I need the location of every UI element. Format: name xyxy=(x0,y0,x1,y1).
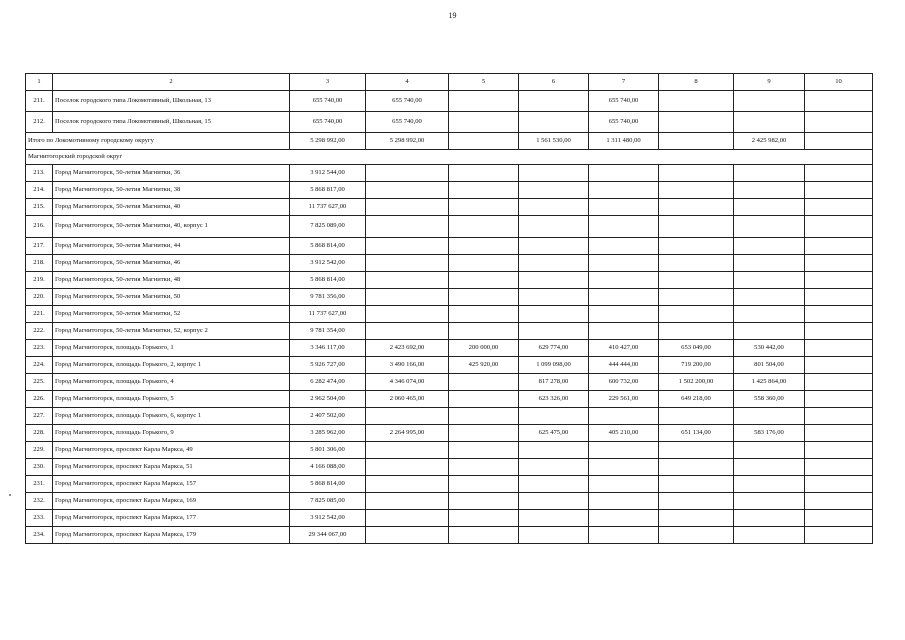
cell-6: 625 475,00 xyxy=(519,425,589,442)
cell-10 xyxy=(805,408,873,425)
cell-3: 29 344 067,00 xyxy=(290,527,366,544)
cell-9 xyxy=(734,289,805,306)
cell-3: 3 912 542,00 xyxy=(290,255,366,272)
cell-8 xyxy=(659,216,734,238)
header-col-3: 3 xyxy=(290,74,366,91)
row-number: 229. xyxy=(26,442,53,459)
cell-8: 719 200,00 xyxy=(659,357,734,374)
row-address: Город Магнитогорск, площадь Горького, 1 xyxy=(53,340,290,357)
cell-6 xyxy=(519,91,589,112)
cell-5 xyxy=(449,112,519,133)
cell-8: 651 134,00 xyxy=(659,425,734,442)
cell-4: 3 490 166,00 xyxy=(366,357,449,374)
cell-8 xyxy=(659,91,734,112)
total-cell-10 xyxy=(805,133,873,150)
cell-9 xyxy=(734,306,805,323)
cell-5: 200 000,00 xyxy=(449,340,519,357)
row-address: Город Магнитогорск, площадь Горького, 9 xyxy=(53,425,290,442)
cell-7: 410 427,00 xyxy=(589,340,659,357)
cell-4 xyxy=(366,408,449,425)
cell-7 xyxy=(589,527,659,544)
cell-3: 11 737 627,00 xyxy=(290,199,366,216)
table-row xyxy=(26,216,873,238)
cell-8 xyxy=(659,493,734,510)
cell-10 xyxy=(805,182,873,199)
cell-8 xyxy=(659,442,734,459)
cell-7 xyxy=(589,442,659,459)
cell-8 xyxy=(659,272,734,289)
row-number: 211. xyxy=(26,91,53,112)
cell-5 xyxy=(449,238,519,255)
cell-4: 4 346 074,00 xyxy=(366,374,449,391)
row-number: 232. xyxy=(26,493,53,510)
cell-10 xyxy=(805,91,873,112)
cell-6 xyxy=(519,459,589,476)
cell-3: 655 740,00 xyxy=(290,112,366,133)
cell-6 xyxy=(519,112,589,133)
cell-7 xyxy=(589,306,659,323)
cell-7: 229 561,00 xyxy=(589,391,659,408)
cell-4 xyxy=(366,289,449,306)
row-address: Город Магнитогорск, 50-летия Магнитки, 40 xyxy=(53,199,290,216)
table-row xyxy=(26,408,873,425)
table-row xyxy=(26,112,873,133)
row-number: 216. xyxy=(26,216,53,238)
row-address: Город Магнитогорск, 50-летия Магнитки, 52, корпус 2 xyxy=(53,323,290,340)
row-number: 228. xyxy=(26,425,53,442)
cell-3: 3 912 544,00 xyxy=(290,165,366,182)
table-row xyxy=(26,289,873,306)
row-address: Город Магнитогорск, 50-летия Магнитки, 50 xyxy=(53,289,290,306)
cell-10 xyxy=(805,323,873,340)
cell-5 xyxy=(449,510,519,527)
cell-10 xyxy=(805,493,873,510)
cell-4 xyxy=(366,476,449,493)
cell-5 xyxy=(449,323,519,340)
cell-6 xyxy=(519,182,589,199)
total-cell-6: 1 561 530,00 xyxy=(519,133,589,150)
cell-10 xyxy=(805,216,873,238)
rows-magnitogorsk xyxy=(26,165,873,544)
cell-4 xyxy=(366,216,449,238)
row-address: Город Магнитогорск, проспект Карла Маркса, 177 xyxy=(53,510,290,527)
cell-3: 2 962 504,00 xyxy=(290,391,366,408)
header-col-2: 2 xyxy=(53,74,290,91)
cell-7 xyxy=(589,199,659,216)
cell-8 xyxy=(659,289,734,306)
cell-8 xyxy=(659,255,734,272)
cell-5 xyxy=(449,272,519,289)
cell-5: 425 920,00 xyxy=(449,357,519,374)
cell-9 xyxy=(734,238,805,255)
cell-9 xyxy=(734,91,805,112)
cell-7: 444 444,00 xyxy=(589,357,659,374)
cell-7 xyxy=(589,493,659,510)
row-number: 215. xyxy=(26,199,53,216)
cell-9: 583 176,00 xyxy=(734,425,805,442)
table-row xyxy=(26,182,873,199)
cell-4: 2 423 692,00 xyxy=(366,340,449,357)
cell-7 xyxy=(589,476,659,493)
cell-9: 801 504,00 xyxy=(734,357,805,374)
cell-5 xyxy=(449,527,519,544)
cell-4 xyxy=(366,527,449,544)
header-col-5: 5 xyxy=(449,74,519,91)
header-col-9: 9 xyxy=(734,74,805,91)
cell-3: 4 166 088,00 xyxy=(290,459,366,476)
table-row xyxy=(26,357,873,374)
cell-9 xyxy=(734,442,805,459)
cell-7 xyxy=(589,459,659,476)
cell-8: 649 218,00 xyxy=(659,391,734,408)
cell-8 xyxy=(659,112,734,133)
cell-9 xyxy=(734,182,805,199)
row-address: Город Магнитогорск, 50-летия Магнитки, 48 xyxy=(53,272,290,289)
cell-10 xyxy=(805,340,873,357)
cell-9: 530 442,00 xyxy=(734,340,805,357)
cell-9 xyxy=(734,255,805,272)
cell-8 xyxy=(659,459,734,476)
cell-3: 3 912 542,00 xyxy=(290,510,366,527)
cell-8 xyxy=(659,510,734,527)
rows-locomotive xyxy=(26,91,873,133)
cell-5 xyxy=(449,391,519,408)
total-locomotive xyxy=(26,133,873,165)
row-address: Город Магнитогорск, проспект Карла Маркса, 169 xyxy=(53,493,290,510)
row-number: 214. xyxy=(26,182,53,199)
table-row xyxy=(26,340,873,357)
cell-9 xyxy=(734,476,805,493)
cell-3: 5 868 814,00 xyxy=(290,476,366,493)
row-address: Город Магнитогорск, 50-летия Магнитки, 40, корпус 1 xyxy=(53,216,290,238)
cell-7 xyxy=(589,255,659,272)
cell-10 xyxy=(805,306,873,323)
cell-10 xyxy=(805,199,873,216)
row-address: Город Магнитогорск, проспект Карла Маркса, 179 xyxy=(53,527,290,544)
cell-10 xyxy=(805,112,873,133)
table-row xyxy=(26,510,873,527)
table-row xyxy=(26,527,873,544)
cell-6 xyxy=(519,323,589,340)
cell-5 xyxy=(449,199,519,216)
row-number: 213. xyxy=(26,165,53,182)
cell-5 xyxy=(449,408,519,425)
cell-4: 2 060 465,00 xyxy=(366,391,449,408)
row-number: 218. xyxy=(26,255,53,272)
header-col-10: 10 xyxy=(805,74,873,91)
cell-10 xyxy=(805,272,873,289)
table-row xyxy=(26,442,873,459)
cell-6 xyxy=(519,476,589,493)
cell-10 xyxy=(805,476,873,493)
row-number: 217. xyxy=(26,238,53,255)
cell-10 xyxy=(805,527,873,544)
table-row xyxy=(26,476,873,493)
cell-7 xyxy=(589,182,659,199)
cell-8 xyxy=(659,323,734,340)
table-row xyxy=(26,493,873,510)
cell-8 xyxy=(659,408,734,425)
cell-5 xyxy=(449,442,519,459)
table-row xyxy=(26,306,873,323)
cell-4 xyxy=(366,306,449,323)
cell-5 xyxy=(449,165,519,182)
cell-5 xyxy=(449,255,519,272)
data-table xyxy=(25,73,873,544)
cell-4: 655 740,00 xyxy=(366,112,449,133)
row-number: 224. xyxy=(26,357,53,374)
row-number: 233. xyxy=(26,510,53,527)
cell-5 xyxy=(449,493,519,510)
cell-10 xyxy=(805,459,873,476)
cell-3: 3 285 962,00 xyxy=(290,425,366,442)
cell-7: 655 740,00 xyxy=(589,112,659,133)
cell-6 xyxy=(519,527,589,544)
header-col-7: 7 xyxy=(589,74,659,91)
scan-speck xyxy=(9,494,11,496)
row-address: Город Магнитогорск, проспект Карла Маркса, 157 xyxy=(53,476,290,493)
row-address: Город Магнитогорск, проспект Карла Маркса, 51 xyxy=(53,459,290,476)
row-number: 227. xyxy=(26,408,53,425)
cell-10 xyxy=(805,510,873,527)
cell-10 xyxy=(805,255,873,272)
row-number: 223. xyxy=(26,340,53,357)
cell-6 xyxy=(519,255,589,272)
row-number: 226. xyxy=(26,391,53,408)
cell-8 xyxy=(659,199,734,216)
cell-7 xyxy=(589,323,659,340)
table-row xyxy=(26,255,873,272)
total-cell-3: 5 298 992,00 xyxy=(290,133,366,150)
cell-7 xyxy=(589,408,659,425)
row-number: 219. xyxy=(26,272,53,289)
cell-6 xyxy=(519,408,589,425)
table-row xyxy=(26,374,873,391)
cell-8: 653 049,00 xyxy=(659,340,734,357)
cell-5 xyxy=(449,425,519,442)
cell-3: 5 868 817,00 xyxy=(290,182,366,199)
section-row xyxy=(26,150,873,165)
cell-6 xyxy=(519,306,589,323)
cell-3: 5 868 814,00 xyxy=(290,238,366,255)
row-address: Город Магнитогорск, 50-летия Магнитки, 46 xyxy=(53,255,290,272)
cell-3: 5 926 727,00 xyxy=(290,357,366,374)
table-row xyxy=(26,272,873,289)
cell-5 xyxy=(449,91,519,112)
total-label: Итого по Локомотивному городскому округу xyxy=(26,133,290,150)
table-row xyxy=(26,391,873,408)
cell-3: 2 407 502,00 xyxy=(290,408,366,425)
cell-9 xyxy=(734,272,805,289)
cell-4: 2 264 995,00 xyxy=(366,425,449,442)
cell-4 xyxy=(366,442,449,459)
cell-4 xyxy=(366,165,449,182)
cell-9: 558 360,00 xyxy=(734,391,805,408)
table-row xyxy=(26,459,873,476)
header-col-6: 6 xyxy=(519,74,589,91)
table-row xyxy=(26,91,873,112)
cell-7 xyxy=(589,165,659,182)
cell-9 xyxy=(734,165,805,182)
cell-6 xyxy=(519,165,589,182)
cell-4 xyxy=(366,459,449,476)
cell-4 xyxy=(366,272,449,289)
cell-9 xyxy=(734,112,805,133)
cell-7 xyxy=(589,510,659,527)
cell-3: 3 346 117,00 xyxy=(290,340,366,357)
row-address: Поселок городского типа Локомотивный, Школьная, 15 xyxy=(53,112,290,133)
row-address: Город Магнитогорск, проспект Карла Маркса, 49 xyxy=(53,442,290,459)
cell-3: 7 825 085,00 xyxy=(290,493,366,510)
cell-10 xyxy=(805,391,873,408)
cell-10 xyxy=(805,374,873,391)
row-address: Город Магнитогорск, 50-летия Магнитки, 38 xyxy=(53,182,290,199)
cell-6 xyxy=(519,442,589,459)
cell-6 xyxy=(519,199,589,216)
header-col-4: 4 xyxy=(366,74,449,91)
cell-3: 7 825 089,00 xyxy=(290,216,366,238)
cell-9: 1 425 864,00 xyxy=(734,374,805,391)
row-address: Город Магнитогорск, площадь Горького, 5 xyxy=(53,391,290,408)
cell-9 xyxy=(734,527,805,544)
cell-6 xyxy=(519,216,589,238)
table-row xyxy=(26,323,873,340)
row-address: Город Магнитогорск, 50-летия Магнитки, 52 xyxy=(53,306,290,323)
cell-8 xyxy=(659,165,734,182)
cell-6 xyxy=(519,238,589,255)
cell-3: 5 801 306,00 xyxy=(290,442,366,459)
row-address: Город Магнитогорск, 50-летия Магнитки, 36 xyxy=(53,165,290,182)
cell-10 xyxy=(805,289,873,306)
cell-6: 623 326,00 xyxy=(519,391,589,408)
cell-6 xyxy=(519,510,589,527)
cell-10 xyxy=(805,357,873,374)
cell-4 xyxy=(366,199,449,216)
cell-8 xyxy=(659,238,734,255)
cell-4 xyxy=(366,493,449,510)
total-cell-9: 2 425 982,00 xyxy=(734,133,805,150)
row-address: Поселок городского типа Локомотивный, Школьная, 13 xyxy=(53,91,290,112)
cell-6: 629 774,00 xyxy=(519,340,589,357)
cell-10 xyxy=(805,425,873,442)
table-row xyxy=(26,165,873,182)
cell-5 xyxy=(449,374,519,391)
row-number: 234. xyxy=(26,527,53,544)
cell-9 xyxy=(734,510,805,527)
total-cell-8 xyxy=(659,133,734,150)
header-col-1: 1 xyxy=(26,74,53,91)
cell-3: 6 282 474,00 xyxy=(290,374,366,391)
cell-7 xyxy=(589,272,659,289)
cell-6: 817 278,00 xyxy=(519,374,589,391)
table-row xyxy=(26,425,873,442)
row-address: Город Магнитогорск, 50-летия Магнитки, 44 xyxy=(53,238,290,255)
cell-4 xyxy=(366,255,449,272)
row-number: 230. xyxy=(26,459,53,476)
cell-9 xyxy=(734,199,805,216)
cell-7 xyxy=(589,238,659,255)
cell-4 xyxy=(366,238,449,255)
cell-6: 1 099 098,00 xyxy=(519,357,589,374)
cell-5 xyxy=(449,216,519,238)
row-address: Город Магнитогорск, площадь Горького, 2, корпус 1 xyxy=(53,357,290,374)
cell-4 xyxy=(366,182,449,199)
cell-7 xyxy=(589,216,659,238)
cell-5 xyxy=(449,289,519,306)
cell-3: 5 868 814,00 xyxy=(290,272,366,289)
cell-6 xyxy=(519,289,589,306)
cell-3: 11 737 627,00 xyxy=(290,306,366,323)
row-number: 212. xyxy=(26,112,53,133)
row-number: 225. xyxy=(26,374,53,391)
section-title: Магнитогорский городской округ xyxy=(26,150,873,165)
cell-7 xyxy=(589,289,659,306)
cell-5 xyxy=(449,476,519,493)
row-number: 220. xyxy=(26,289,53,306)
row-address: Город Магнитогорск, площадь Горького, 6, корпус 1 xyxy=(53,408,290,425)
cell-4 xyxy=(366,323,449,340)
cell-10 xyxy=(805,442,873,459)
cell-9 xyxy=(734,216,805,238)
cell-3: 655 740,00 xyxy=(290,91,366,112)
row-number: 231. xyxy=(26,476,53,493)
table-row xyxy=(26,238,873,255)
cell-9 xyxy=(734,408,805,425)
row-number: 222. xyxy=(26,323,53,340)
total-cell-7: 1 311 480,00 xyxy=(589,133,659,150)
header-col-8: 8 xyxy=(659,74,734,91)
header-row xyxy=(26,74,873,91)
table-row xyxy=(26,199,873,216)
cell-8 xyxy=(659,476,734,493)
cell-3: 9 781 356,00 xyxy=(290,289,366,306)
total-cell-4: 5 298 992,00 xyxy=(366,133,449,150)
cell-6 xyxy=(519,272,589,289)
cell-5 xyxy=(449,459,519,476)
cell-3: 9 781 354,00 xyxy=(290,323,366,340)
total-row xyxy=(26,133,873,150)
cell-8 xyxy=(659,182,734,199)
cell-5 xyxy=(449,182,519,199)
page-number: 19 xyxy=(448,11,457,20)
cell-9 xyxy=(734,493,805,510)
cell-4: 655 740,00 xyxy=(366,91,449,112)
cell-8 xyxy=(659,306,734,323)
cell-8 xyxy=(659,527,734,544)
cell-9 xyxy=(734,323,805,340)
cell-7: 600 732,00 xyxy=(589,374,659,391)
cell-9 xyxy=(734,459,805,476)
row-address: Город Магнитогорск, площадь Горького, 4 xyxy=(53,374,290,391)
total-cell-5 xyxy=(449,133,519,150)
cell-10 xyxy=(805,238,873,255)
cell-7: 655 740,00 xyxy=(589,91,659,112)
row-number: 221. xyxy=(26,306,53,323)
cell-7: 405 210,00 xyxy=(589,425,659,442)
cell-5 xyxy=(449,306,519,323)
cell-8: 1 502 200,00 xyxy=(659,374,734,391)
cell-6 xyxy=(519,493,589,510)
cell-10 xyxy=(805,165,873,182)
cell-4 xyxy=(366,510,449,527)
